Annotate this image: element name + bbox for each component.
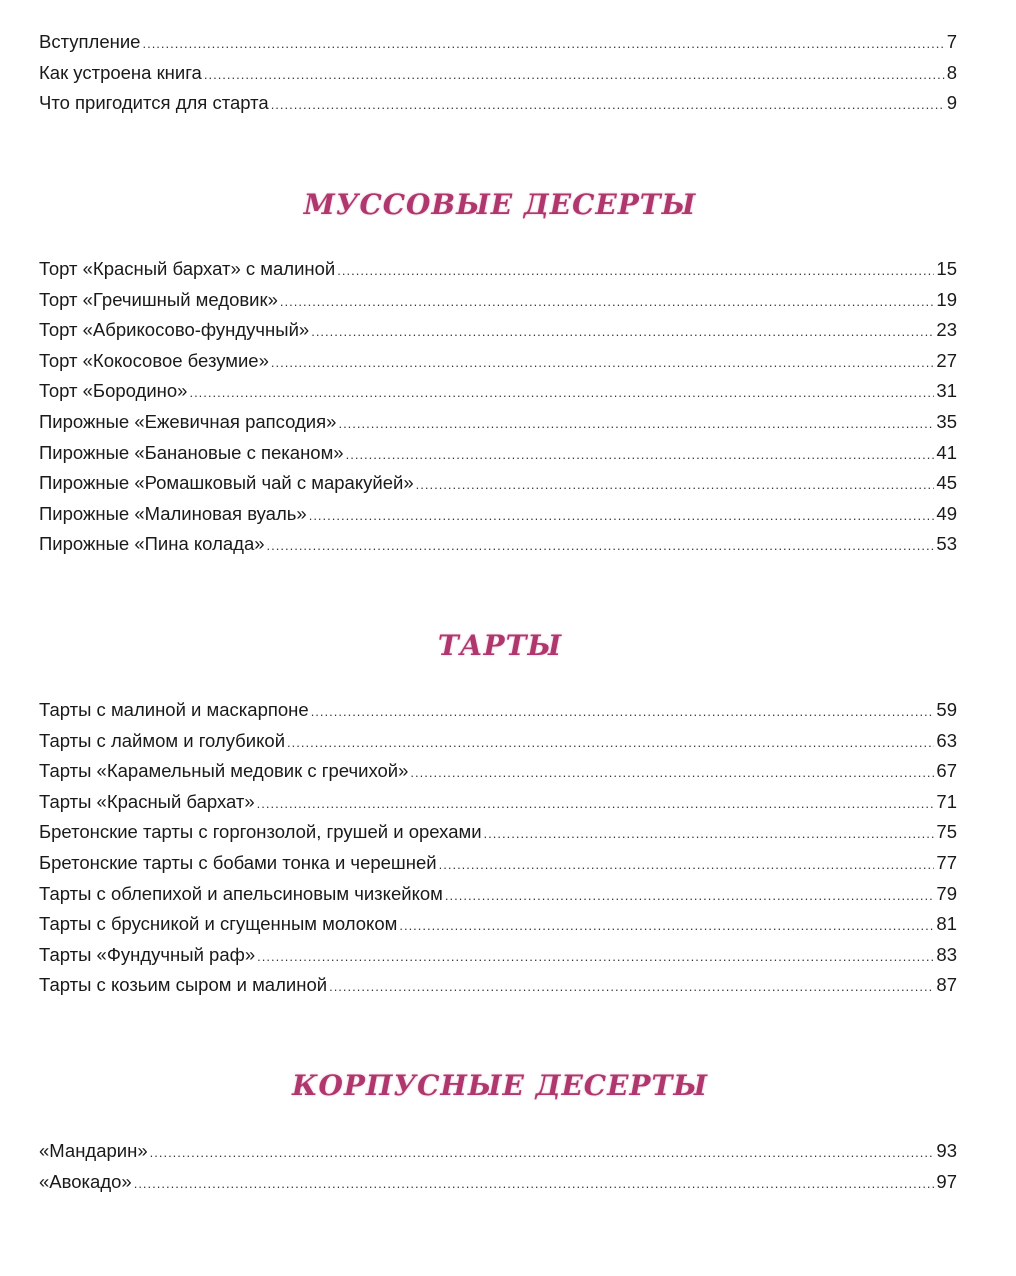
toc-entry-page: 59 <box>936 699 957 720</box>
toc-entry[interactable] <box>39 848 957 879</box>
toc-entry-title: Тарты «Красный бархат» <box>39 790 255 812</box>
toc-entry-page: 71 <box>936 790 957 812</box>
toc-entry-page: 77 <box>936 851 957 873</box>
toc-section-mousse <box>39 254 957 560</box>
toc-entry-title: Пирожные «Ромашковый чай с маракуйей» <box>39 472 414 494</box>
toc-entry-title: Тарты с малиной и маскарпоне <box>39 699 309 720</box>
toc-entry-page: 83 <box>936 943 957 965</box>
toc-intro <box>39 27 957 119</box>
leader-dots <box>271 90 945 121</box>
toc-entry-page: 31 <box>936 380 957 402</box>
leader-dots <box>134 1169 935 1200</box>
toc-entry[interactable] <box>39 1136 957 1167</box>
toc-entry[interactable] <box>39 1167 957 1198</box>
toc-entry-title: Торт «Гречишный медовик» <box>39 288 278 310</box>
leader-dots <box>257 942 934 973</box>
toc-entry[interactable] <box>39 499 957 530</box>
leader-dots <box>410 758 934 789</box>
leader-dots <box>311 317 934 348</box>
toc-section-tarts <box>39 695 957 1001</box>
toc-entry-page: 87 <box>936 974 957 996</box>
leader-dots <box>311 697 935 728</box>
toc-entry[interactable] <box>39 376 957 407</box>
toc-entry-title: Пирожные «Малиновая вуаль» <box>39 502 307 524</box>
toc-entry[interactable] <box>39 970 957 1001</box>
leader-dots <box>329 972 934 1003</box>
toc-entry[interactable] <box>39 438 957 469</box>
toc-entry-title: Тарты с брусникой и сгущенным молоком <box>39 913 398 935</box>
leader-dots <box>445 881 935 912</box>
toc-entry-page: 67 <box>936 760 957 782</box>
toc-entry-page: 9 <box>946 92 957 114</box>
toc-entry-title: Тарты с облепихой и апельсиновым чизкейком <box>39 882 443 904</box>
toc-entry[interactable] <box>39 756 957 787</box>
toc-entry-title: «Авокадо» <box>39 1170 132 1192</box>
toc-entry[interactable] <box>39 940 957 971</box>
toc-entry[interactable] <box>39 879 957 910</box>
toc-entry-title: Торт «Красный бархат» с малиной <box>39 258 336 279</box>
leader-dots <box>204 60 945 91</box>
toc-entry-title: Торт «Абрикосово-фундучный» <box>39 319 310 341</box>
leader-dots <box>439 850 935 881</box>
toc-entry-title: Тарты «Фундучный раф» <box>39 943 256 965</box>
leader-dots <box>150 1138 935 1169</box>
toc-entry-title: Бретонские тарты с горгонзолой, грушей и орехами <box>39 821 482 843</box>
section-heading: КОРПУСНЫЕ ДЕСЕРТЫ <box>292 1069 708 1102</box>
section-heading: ТАРТЫ <box>437 629 563 662</box>
toc-entry-page: 63 <box>936 729 957 751</box>
toc-entry-page: 79 <box>936 882 957 904</box>
toc-entry-title: Вступление <box>39 31 141 52</box>
toc-entry-title: Пирожные «Ежевичная рапсодия» <box>39 410 337 432</box>
leader-dots <box>309 501 935 532</box>
toc-entry-page: 8 <box>946 61 957 83</box>
leader-dots <box>338 409 934 440</box>
toc-entry-title: Как устроена книга <box>39 61 202 83</box>
toc-entry-page: 15 <box>936 258 957 279</box>
toc-entry-page: 7 <box>946 31 957 52</box>
toc-entry-page: 81 <box>936 913 957 935</box>
toc-entry[interactable] <box>39 346 957 377</box>
toc-entry-title: Тарты «Карамельный медовик с гречихой» <box>39 760 409 782</box>
leader-dots <box>267 531 935 562</box>
toc-entry[interactable] <box>39 407 957 438</box>
toc-entry-title: Торт «Бородино» <box>39 380 188 402</box>
toc-entry-title: Что пригодится для старта <box>39 92 269 114</box>
toc-entry[interactable] <box>39 27 957 58</box>
toc-entry-page: 35 <box>936 410 957 432</box>
toc-entry-page: 49 <box>936 502 957 524</box>
toc-entry-title: Пирожные «Банановые с пеканом» <box>39 441 344 463</box>
toc-entry-page: 93 <box>936 1140 957 1161</box>
toc-entry[interactable] <box>39 285 957 316</box>
toc-entry-page: 53 <box>936 533 957 555</box>
toc-entry[interactable] <box>39 909 957 940</box>
toc-entry-title: Пирожные «Пина колада» <box>39 533 265 555</box>
toc-entry-title: «Мандарин» <box>39 1140 148 1161</box>
leader-dots <box>189 378 934 409</box>
toc-entry-page: 41 <box>936 441 957 463</box>
leader-dots <box>346 440 935 471</box>
toc-entry[interactable] <box>39 58 957 89</box>
section-heading: МУССОВЫЕ ДЕСЕРТЫ <box>303 188 697 221</box>
toc-entry-title: Тарты с лаймом и голубикой <box>39 729 286 751</box>
leader-dots <box>484 819 935 850</box>
leader-dots <box>257 789 935 820</box>
leader-dots <box>399 911 934 942</box>
leader-dots <box>416 470 935 501</box>
leader-dots <box>337 256 934 287</box>
toc-entry-page: 19 <box>936 288 957 310</box>
toc-entry-page: 45 <box>936 472 957 494</box>
toc-entry[interactable] <box>39 88 957 119</box>
leader-dots <box>271 348 935 379</box>
toc-entry-page: 75 <box>936 821 957 843</box>
toc-entry[interactable] <box>39 695 957 726</box>
toc-entry[interactable] <box>39 315 957 346</box>
toc-entry-page: 27 <box>936 349 957 371</box>
toc-entry-title: Тарты с козьим сыром и малиной <box>39 974 328 996</box>
toc-entry[interactable] <box>39 529 957 560</box>
toc-section-sponge <box>39 1136 957 1197</box>
toc-entry[interactable] <box>39 726 957 757</box>
toc-entry-page: 97 <box>936 1170 957 1192</box>
toc-entry-title: Бретонские тарты с бобами тонка и черешней <box>39 851 437 873</box>
leader-dots <box>287 728 934 759</box>
leader-dots <box>280 287 935 318</box>
toc-entry[interactable] <box>39 468 957 499</box>
leader-dots <box>142 29 944 60</box>
toc-entry[interactable] <box>39 787 957 818</box>
toc-entry[interactable] <box>39 817 957 848</box>
toc-entry[interactable] <box>39 254 957 285</box>
toc-entry-title: Торт «Кокосовое безумие» <box>39 349 269 371</box>
toc-entry-page: 23 <box>936 319 957 341</box>
